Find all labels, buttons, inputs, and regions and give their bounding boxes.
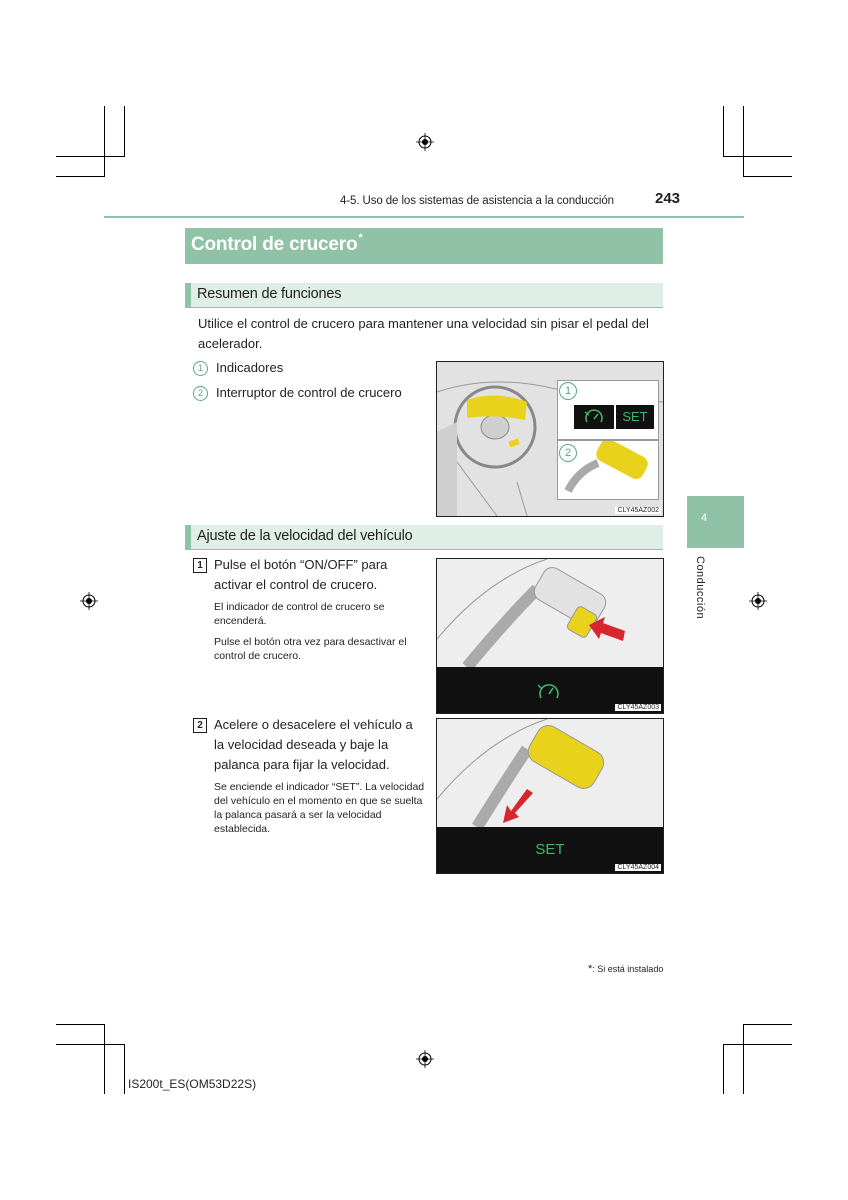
section-heading: Resumen de funciones: [197, 286, 342, 302]
step-note: El indicador de control de crucero se encenderá.: [214, 601, 385, 627]
step-number: 2: [193, 718, 207, 733]
crop-mark: [723, 156, 792, 157]
section-heading-bar: [185, 283, 663, 308]
figure-code: CLY45AZ004: [617, 864, 659, 871]
list-item: 1 Indicadores: [193, 358, 283, 378]
step2-figure: [436, 718, 664, 874]
crop-mark: [124, 1044, 125, 1094]
lever-down-illustration: [437, 719, 663, 827]
page-title: Control de crucero*: [191, 232, 363, 255]
callout-number: 1: [193, 361, 208, 376]
crop-mark: [104, 106, 105, 176]
crop-mark: [723, 1044, 792, 1045]
crop-mark: [56, 176, 105, 177]
crop-mark: [56, 1044, 125, 1045]
registration-mark-icon: [80, 592, 98, 610]
footnote-star: *: [358, 232, 363, 244]
crop-mark: [723, 1044, 724, 1094]
crop-mark: [723, 106, 724, 156]
crop-mark: [743, 1024, 792, 1025]
set-indicator: SET: [616, 405, 654, 429]
page-number: 243: [655, 190, 681, 207]
crop-mark: [743, 106, 744, 176]
section-heading-bar: [185, 525, 663, 550]
step-text: Pulse el botón “ON/OFF” para activar el control de crucero.: [214, 557, 388, 592]
crop-mark: [56, 156, 125, 157]
chapter-number: 4: [701, 512, 708, 524]
crop-mark: [743, 176, 792, 177]
list-item: 2 Interruptor de control de crucero: [193, 383, 402, 403]
registration-mark-icon: [416, 133, 434, 151]
step-note: Se enciende el indicador “SET”. La velocidad del vehículo en el momento en que se suelta la palanca pasará a ser la velocidad establecida.: [214, 781, 425, 835]
step-note: Pulse el botón otra vez para desactivar el control de crucero.: [214, 636, 407, 662]
footnote: *: Si está instalado: [588, 963, 664, 975]
document-code: IS200t_ES(OM53D22S): [128, 1077, 257, 1091]
callout-2: 2: [559, 444, 577, 462]
dashboard-figure: [436, 361, 664, 517]
cruise-control-icon: [574, 405, 614, 429]
page-title-bar: [185, 228, 663, 264]
chapter-label: Conducción: [694, 556, 706, 620]
callout-number: 2: [193, 386, 208, 401]
cruise-indicator: [574, 405, 614, 429]
registration-mark-icon: [749, 592, 767, 610]
header-rule: [104, 216, 744, 218]
set-indicator: SET: [437, 827, 663, 873]
step-text: Acelere o desacelere el vehículo a la velocidad deseada y baje la palanca para fijar la velocidad.: [214, 717, 413, 772]
crop-mark: [56, 1024, 105, 1025]
figure-code: CLY45AZ003: [617, 704, 659, 711]
crop-mark: [124, 106, 125, 156]
lever-press-illustration: [437, 559, 663, 667]
figure-code: CLY45AZ002: [617, 507, 659, 514]
registration-mark-icon: [416, 1050, 434, 1068]
chapter-tab: [687, 496, 744, 548]
running-header: 4-5. Uso de los sistemas de asistencia a la conducción: [340, 195, 614, 207]
step1-figure: [436, 558, 664, 714]
step-number: 1: [193, 558, 207, 573]
section-heading: Ajuste de la velocidad del vehículo: [197, 528, 413, 544]
crop-mark: [104, 1024, 105, 1094]
callout-1: 1: [559, 382, 577, 400]
intro-paragraph: Utilice el control de crucero para mantener una velocidad sin pisar el pedal del acelerador.: [198, 316, 649, 351]
crop-mark: [743, 1024, 744, 1094]
